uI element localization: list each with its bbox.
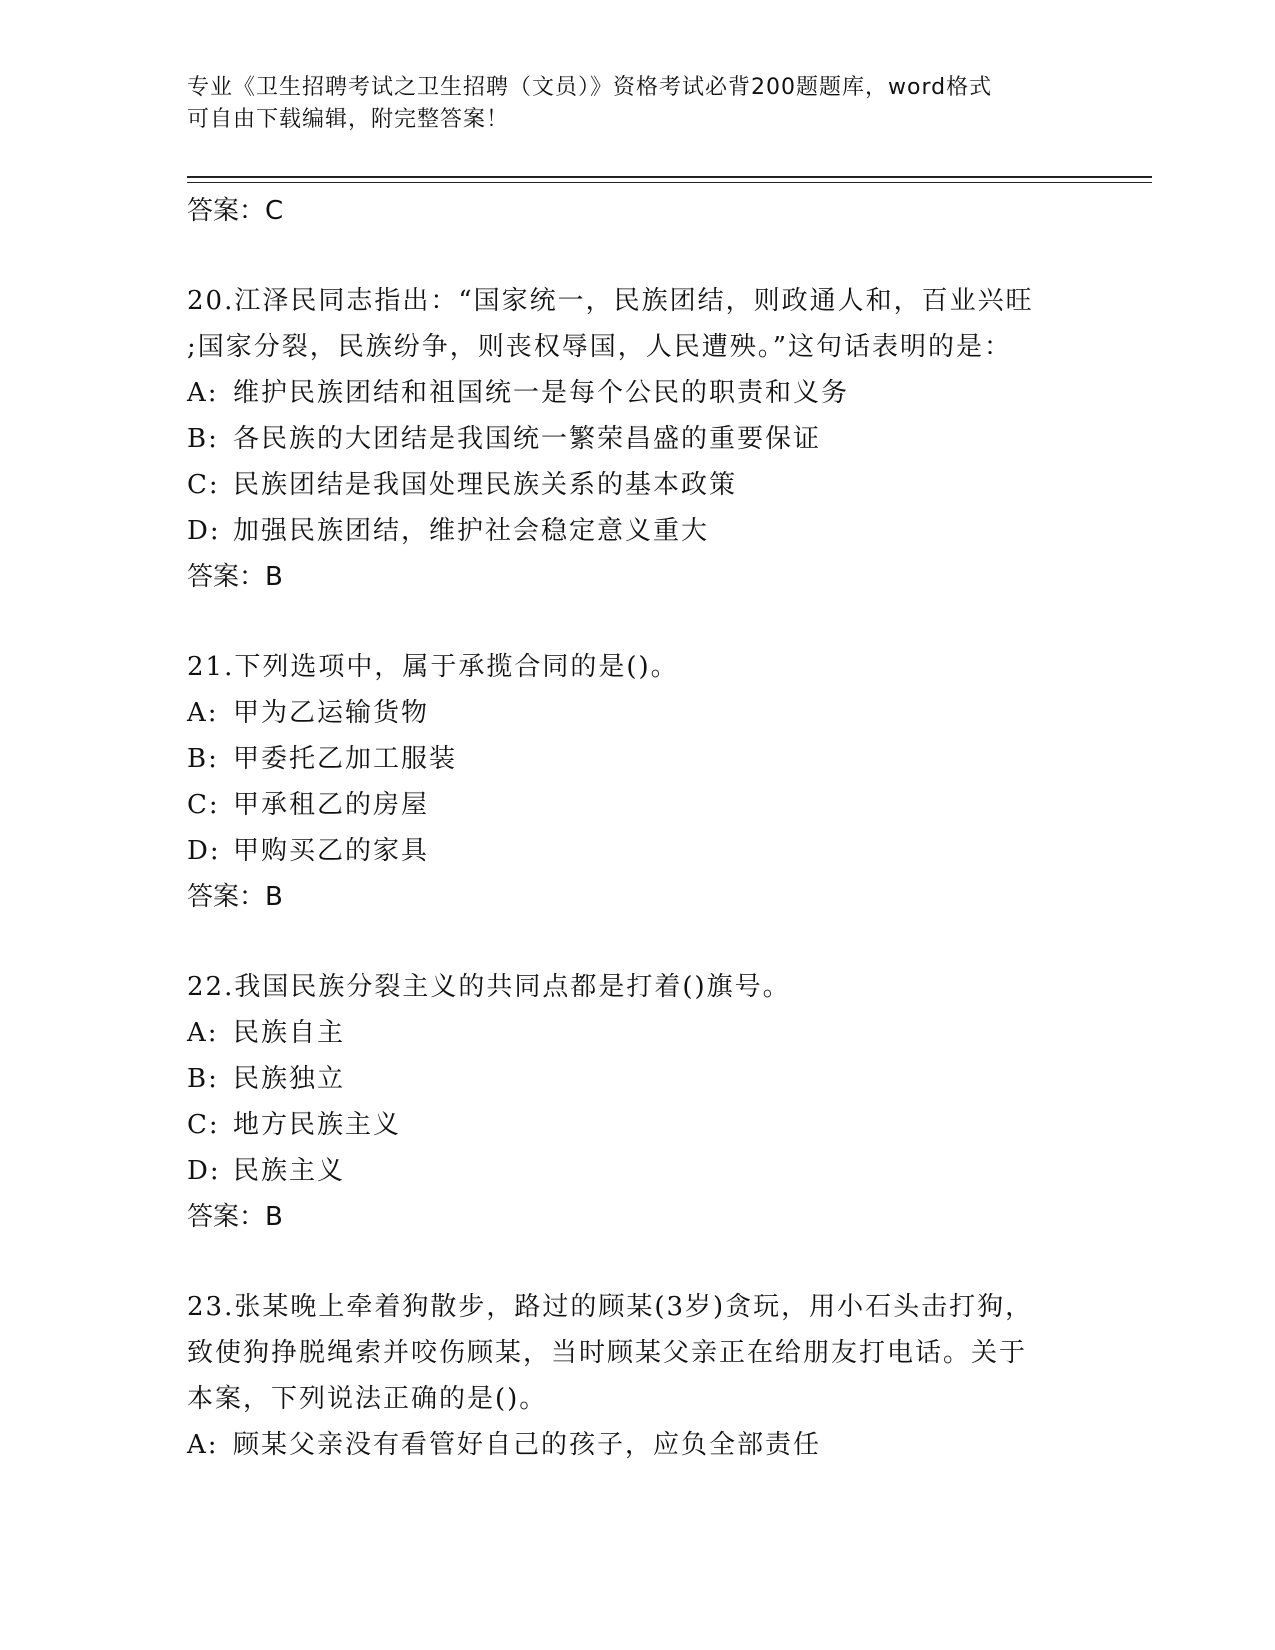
question-list: [187, 188, 1127, 1468]
question-text-line: 21.下列选项中，属于承揽合同的是()。: [187, 652, 679, 682]
answer-line: 答案：B: [187, 882, 283, 912]
spacer: [187, 920, 1127, 964]
option-text: 维护民族团结和祖国统一是每个公民的职责和义务: [233, 378, 850, 408]
option-letter: C:: [187, 1110, 220, 1140]
option-text: 民族独立: [233, 1064, 346, 1094]
option-text: 顾某父亲没有看管好自己的孩子，应负全部责任: [233, 1430, 822, 1460]
question-text-line: 22.我国民族分裂主义的共同点都是打着()旗号。: [187, 972, 791, 1002]
option-c: [187, 462, 1127, 508]
option-text: 甲购买乙的家具: [233, 836, 430, 866]
question-text-line: 致使狗挣脱绳索并咬伤顾某，当时顾某父亲正在给朋友打电话。关于: [187, 1338, 1028, 1368]
header-line-2: 可自由下载编辑，附完整答案！: [187, 107, 510, 132]
question-block: [187, 644, 1127, 920]
document-header: [187, 72, 1087, 136]
option-letter: B:: [187, 424, 219, 454]
answer-line: 答案：C: [187, 196, 284, 226]
option-a: [187, 370, 1127, 416]
option-d: [187, 828, 1127, 874]
option-b: [187, 736, 1127, 782]
header-rule-thick: [187, 176, 1152, 178]
option-text: 加强民族团结，维护社会稳定意义重大: [233, 516, 710, 546]
option-letter: A:: [187, 698, 219, 728]
option-letter: A:: [187, 1018, 219, 1048]
question-block: [187, 278, 1127, 600]
option-letter: D:: [187, 516, 221, 546]
option-d: [187, 1148, 1127, 1194]
spacer: [187, 600, 1127, 644]
question-block: [187, 964, 1127, 1240]
option-text: 甲承租乙的房屋: [233, 790, 430, 820]
spacer: [187, 1240, 1127, 1284]
option-letter: B:: [187, 1064, 219, 1094]
question-block: [187, 1284, 1127, 1468]
spacer: [187, 234, 1127, 278]
question-text-line: 23.张某晚上牵着狗散步，路过的顾某(3岁)贪玩，用小石头击打狗，: [187, 1292, 1034, 1322]
option-letter: A:: [187, 378, 219, 408]
option-c: [187, 1102, 1127, 1148]
question-text-line: 本案，下列说法正确的是()。: [187, 1384, 548, 1414]
option-d: [187, 508, 1127, 554]
option-text: 各民族的大团结是我国统一繁荣昌盛的重要保证: [233, 424, 822, 454]
option-text: 民族团结是我国处理民族关系的基本政策: [233, 470, 738, 500]
option-b: [187, 1056, 1127, 1102]
option-letter: C:: [187, 470, 220, 500]
header-line-1: 专业《卫生招聘考试之卫生招聘（文员）》资格考试必背200题题库，word格式: [187, 75, 993, 100]
option-letter: D:: [187, 836, 221, 866]
option-text: 民族主义: [233, 1156, 346, 1186]
option-text: 民族自主: [233, 1018, 346, 1048]
option-letter: A:: [187, 1430, 219, 1460]
option-letter: D:: [187, 1156, 221, 1186]
option-letter: C:: [187, 790, 220, 820]
header-rule-thin: [187, 182, 1152, 183]
answer-line: 答案：B: [187, 562, 283, 592]
question-text-line: 20.江泽民同志指出：“国家统一，民族团结，则政通人和，百业兴旺: [187, 286, 1034, 316]
answer-line: 答案：B: [187, 1202, 283, 1232]
option-b: [187, 416, 1127, 462]
option-c: [187, 782, 1127, 828]
question-text-line: ;国家分裂，民族纷争，则丧权辱国，人民遭殃。”这句话表明的是：: [187, 332, 1013, 362]
option-text: 甲委托乙加工服装: [233, 744, 458, 774]
option-a: [187, 690, 1127, 736]
option-text: 甲为乙运输货物: [233, 698, 430, 728]
option-a: [187, 1422, 1127, 1468]
option-a: [187, 1010, 1127, 1056]
option-letter: B:: [187, 744, 219, 774]
option-text: 地方民族主义: [233, 1110, 402, 1140]
